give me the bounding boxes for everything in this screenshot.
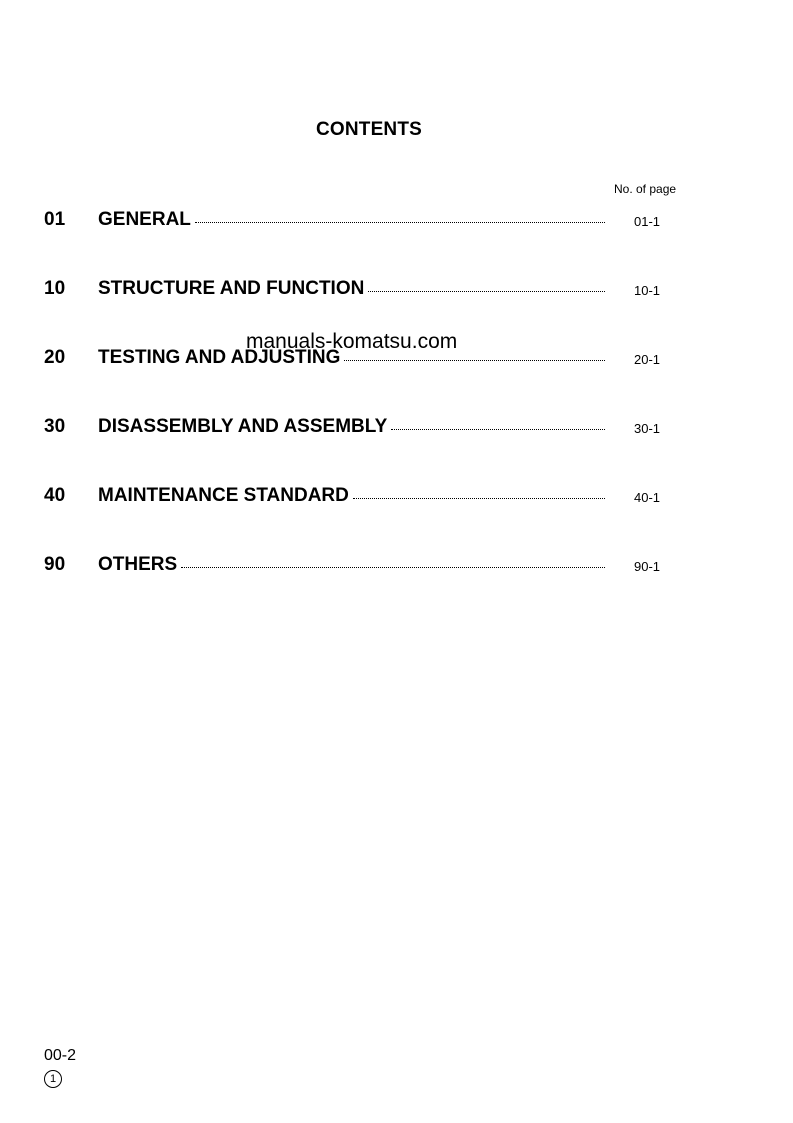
toc-entry-page: 10-1 (634, 283, 661, 298)
toc-entry-title: STRUCTURE AND FUNCTION (98, 278, 365, 299)
toc-entry-others (44, 552, 674, 621)
toc-entry-title: OTHERS (98, 554, 178, 575)
toc-entry-title: GENERAL (98, 209, 191, 230)
toc-entry-number: 20 (44, 347, 66, 368)
toc-entry-number: 40 (44, 485, 66, 506)
toc-entry-link[interactable] (98, 207, 605, 233)
toc-entry-page: 90-1 (634, 559, 661, 574)
page-column-header: No. of page (614, 182, 677, 196)
watermark: manuals-komatsu.com (246, 330, 458, 353)
toc-entry-link[interactable] (98, 483, 605, 509)
toc-entry-maintenance-standard (44, 483, 674, 552)
dot-leader (195, 222, 605, 223)
toc-entry-number: 10 (44, 278, 66, 299)
dot-leader (344, 360, 605, 361)
toc-entry-title: DISASSEMBLY AND ASSEMBLY (98, 416, 388, 437)
toc-entry-link[interactable] (98, 414, 605, 440)
toc-entry-page: 40-1 (634, 490, 661, 505)
toc-entry-page: 30-1 (634, 421, 661, 436)
toc-entry-number: 90 (44, 554, 66, 575)
toc-entry-disassembly-and-assembly (44, 414, 674, 483)
dot-leader (391, 429, 605, 430)
dot-leader (181, 567, 605, 568)
toc-entry-link[interactable] (98, 552, 605, 578)
toc-entry-title: TESTING AND ADJUSTING (98, 347, 341, 368)
toc-entry-testing-and-adjusting (44, 345, 674, 414)
toc-entry-title: MAINTENANCE STANDARD (98, 485, 349, 506)
dot-leader (368, 291, 605, 292)
toc-entry-number: 30 (44, 416, 66, 437)
page-title: CONTENTS (315, 119, 423, 140)
toc-entry-general (44, 207, 674, 276)
revision-mark: 1 (44, 1070, 62, 1088)
toc-entry-page: 20-1 (634, 352, 661, 367)
toc-entry-link[interactable] (98, 276, 605, 302)
toc-entry-page: 01-1 (634, 214, 661, 229)
dot-leader (353, 498, 605, 499)
footer-page-code: 00-2 (44, 1047, 77, 1064)
table-of-contents (44, 207, 674, 621)
toc-entry-number: 01 (44, 209, 66, 230)
